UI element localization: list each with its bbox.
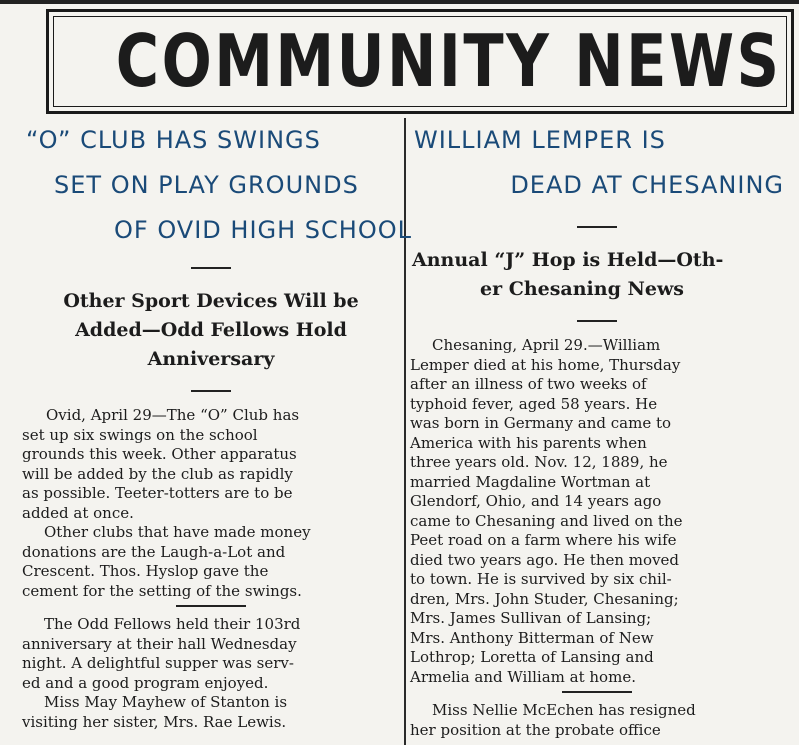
text-line: grounds this week. Other apparatus	[22, 445, 297, 463]
text-line: ed and a good program enjoyed.	[22, 673, 269, 692]
right-divider	[562, 691, 632, 693]
right-deck-line: er Chesaning News	[480, 278, 684, 300]
left-paragraph-3	[22, 615, 400, 693]
text-line: typhoid fever, aged 58 years. He	[410, 394, 658, 413]
text-line: to town. He is survived by six chil-	[410, 570, 672, 588]
text-line: night. A delightful supper was serv-	[22, 654, 294, 672]
right-paragraph-2	[410, 701, 784, 740]
text-line: Chesaning, April 29.—William	[432, 336, 661, 354]
text-line: set up six swings on the school	[22, 425, 258, 444]
text-line: Lothrop; Loretta of Lansing and	[410, 648, 654, 666]
text-line: Miss Nellie McEchen has resigned	[432, 701, 696, 719]
left-paragraph-2	[22, 523, 400, 601]
left-headline-line: SET ON PLAY GROUNDS	[54, 171, 359, 199]
right-column	[410, 118, 784, 740]
left-divider	[191, 267, 231, 269]
masthead-frame	[46, 9, 794, 114]
text-line: Mrs. Anthony Bitterman of New	[410, 628, 654, 647]
text-line: died two years ago. He then moved	[410, 550, 680, 569]
right-headline-line: WILLIAM LEMPER IS	[414, 126, 666, 154]
left-deck-line: Added—Odd Fellows Hold	[75, 319, 347, 341]
left-divider	[191, 390, 231, 392]
right-divider	[577, 320, 617, 322]
left-headline-line: “O” CLUB HAS SWINGS	[26, 126, 321, 154]
text-line: as possible. Teeter-totters are to be	[22, 484, 293, 502]
text-line: The Odd Fellows held their 103rd	[44, 615, 301, 633]
right-deck	[410, 246, 784, 304]
text-line: America with his parents when	[410, 433, 647, 452]
top-rule	[0, 0, 799, 4]
text-line: added at once.	[22, 503, 134, 522]
right-paragraph-1	[410, 336, 784, 687]
left-paragraph-4	[22, 693, 400, 732]
text-line: Mrs. James Sullivan of Lansing;	[410, 609, 652, 627]
text-line: will be added by the club as rapidly	[22, 464, 293, 483]
left-paragraph-1	[22, 406, 400, 523]
text-line: married Magdaline Wortman at	[410, 472, 651, 491]
right-divider	[577, 226, 617, 228]
text-line: was born in Germany and came to	[410, 414, 672, 432]
text-line: Armelia and William at home.	[410, 667, 636, 686]
text-line: Ovid, April 29—The “O” Club has	[46, 406, 300, 424]
text-line: anniversary at their hall Wednesday	[22, 634, 297, 653]
left-deck	[22, 287, 400, 374]
text-line: Glendorf, Ohio, and 14 years ago	[410, 492, 662, 510]
text-line: cement for the setting of the swings.	[22, 581, 302, 600]
left-divider	[176, 605, 246, 607]
text-line: Peet road on a farm where his wife	[410, 531, 677, 549]
text-line: donations are the Laugh-a-Lot and	[22, 542, 286, 561]
left-headline	[22, 118, 412, 253]
text-line: Other clubs that have made money	[44, 523, 311, 541]
text-line: Lemper died at his home, Thursday	[410, 355, 681, 374]
text-line: Miss May Mayhew of Stanton is	[44, 693, 288, 711]
right-headline	[410, 118, 784, 208]
left-deck-line: Anniversary	[147, 348, 275, 370]
left-column	[22, 118, 412, 732]
text-line: her position at the probate office	[410, 720, 661, 739]
masthead-title: COMMUNITY NEWS	[115, 19, 782, 103]
right-deck-line: Annual “J” Hop is Held—Oth-	[412, 249, 724, 271]
text-line: visiting her sister, Mrs. Rae Lewis.	[22, 712, 287, 731]
text-line: three years old. Nov. 12, 1889, he	[410, 453, 668, 471]
text-line: came to Chesaning and lived on the	[410, 511, 683, 530]
text-line: after an illness of two weeks of	[410, 375, 647, 393]
text-line: dren, Mrs. John Studer, Chesaning;	[410, 589, 679, 608]
left-deck-line: Other Sport Devices Will be	[63, 290, 359, 312]
left-headline-line: OF OVID HIGH SCHOOL	[114, 216, 412, 244]
right-headline-line: DEAD AT CHESANING	[510, 171, 784, 199]
text-line: Crescent. Thos. Hyslop gave the	[22, 562, 269, 580]
